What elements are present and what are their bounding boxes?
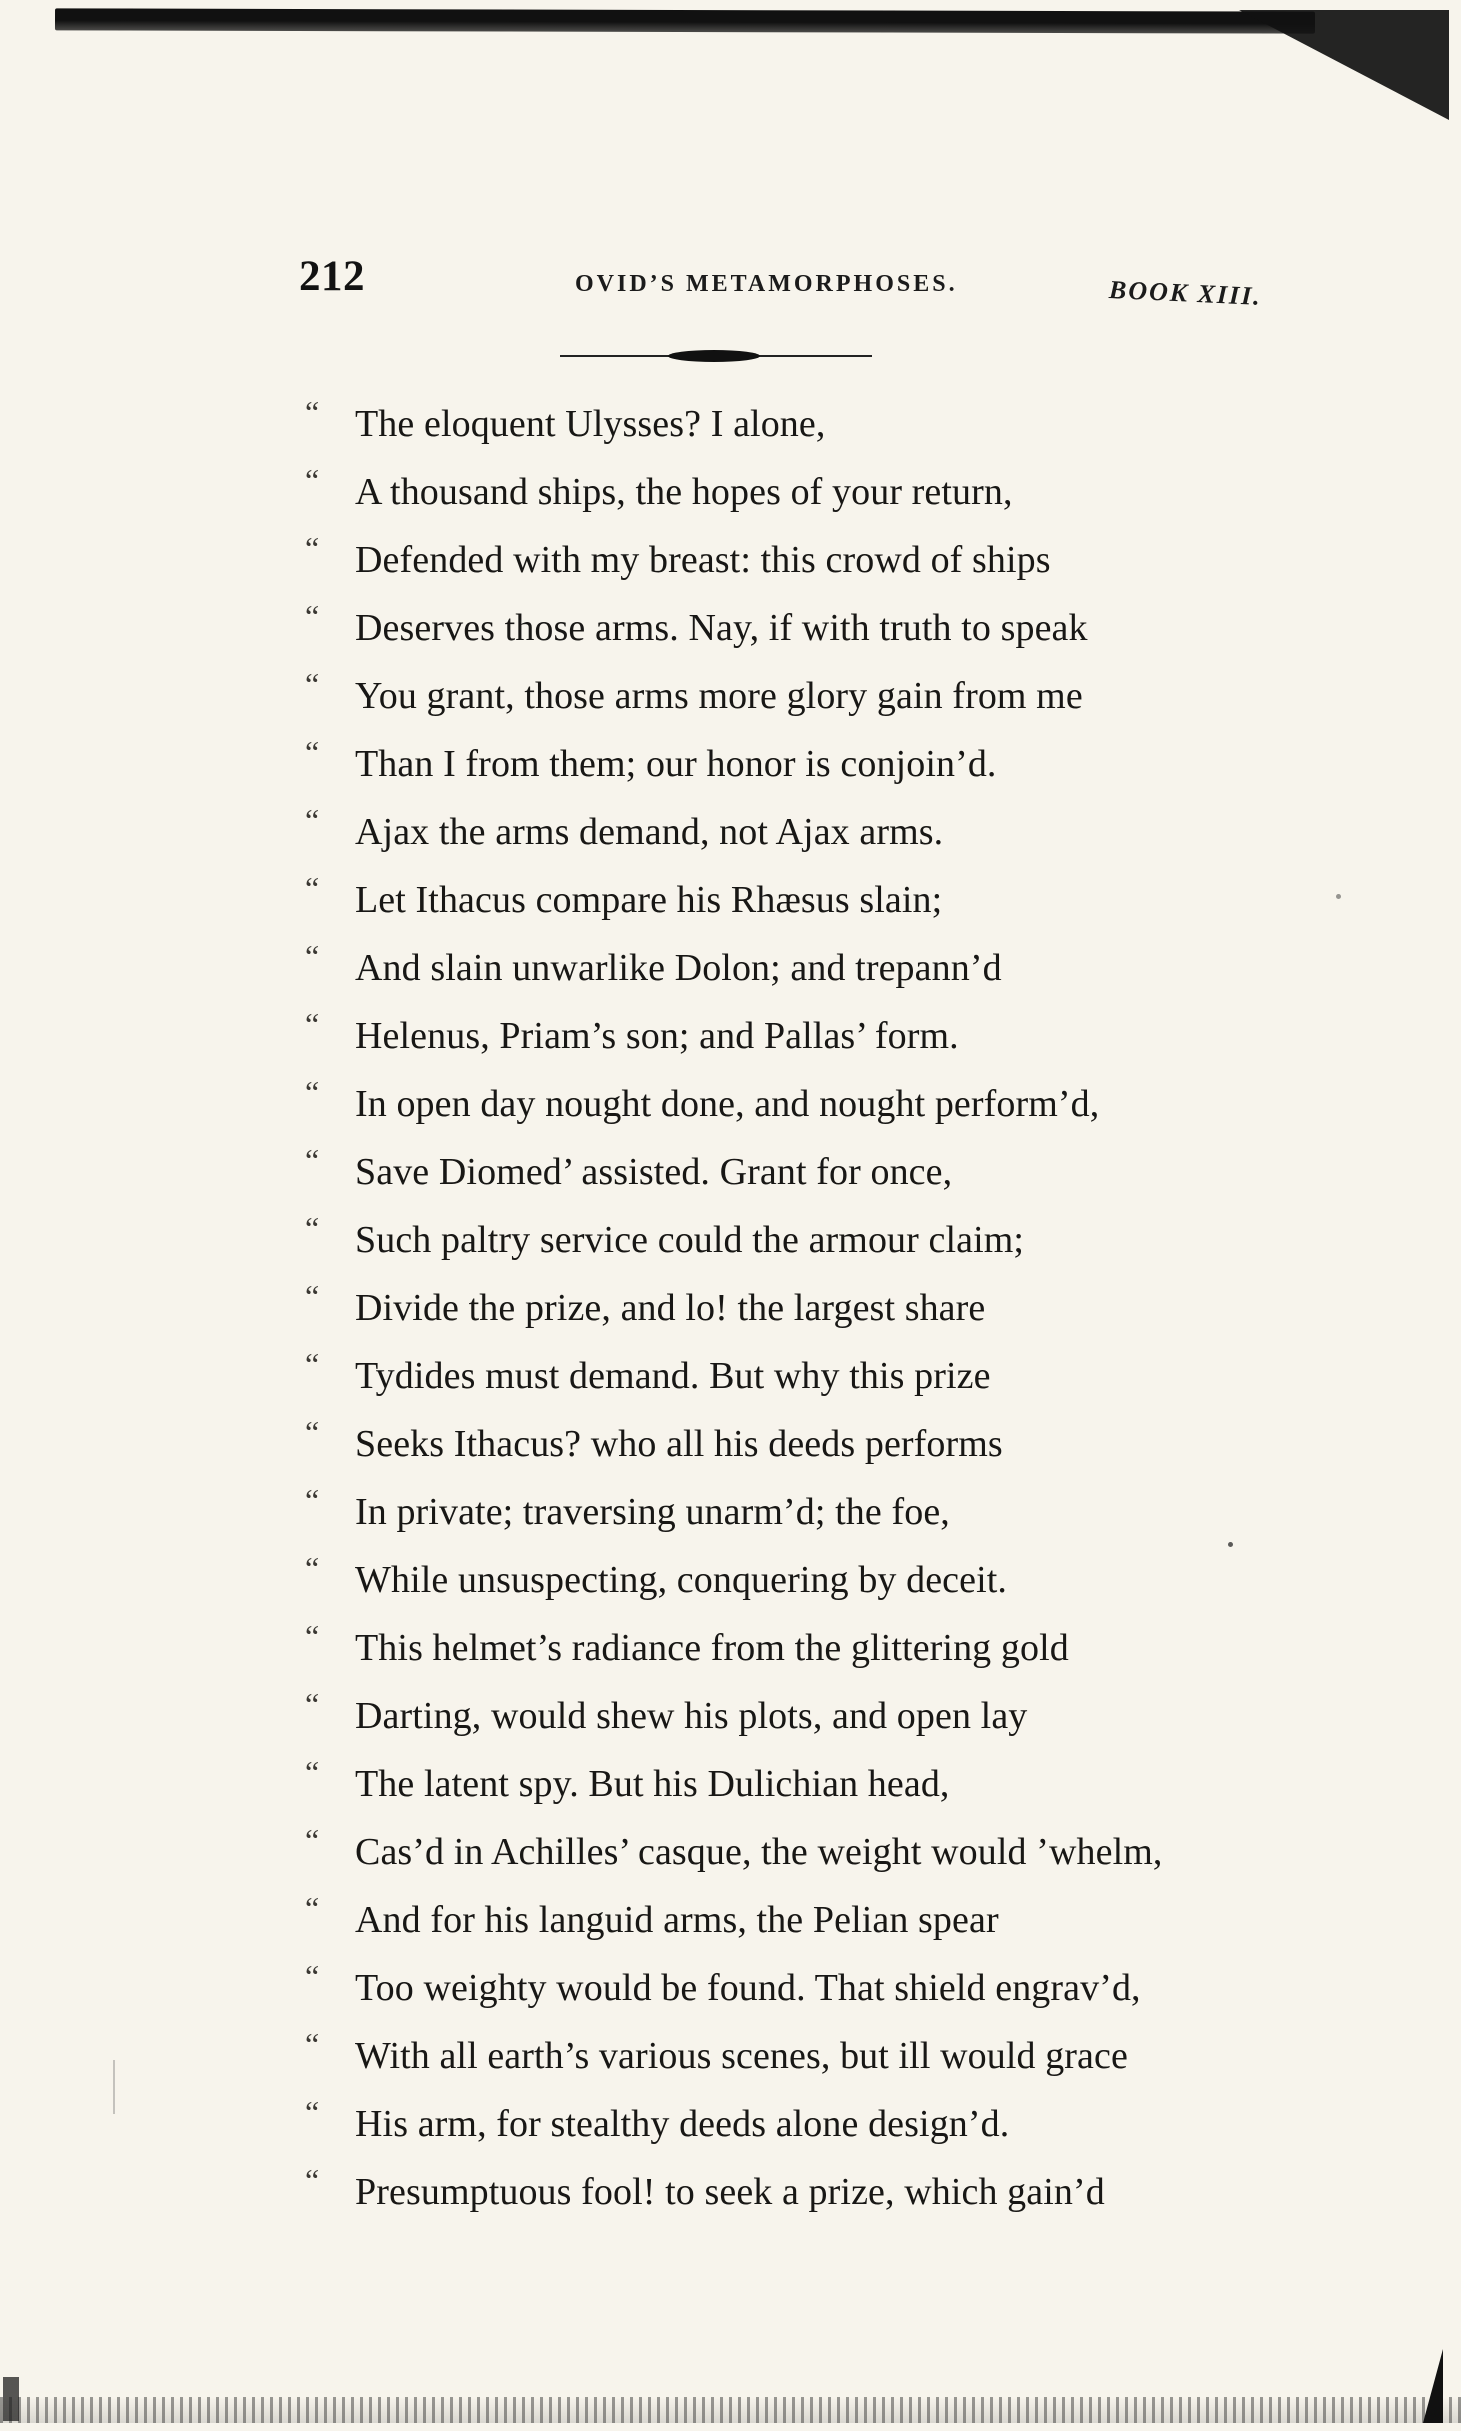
- header-ornament: [560, 348, 872, 364]
- ink-speck: [1228, 1542, 1233, 1547]
- verse-line: [305, 1070, 1345, 1138]
- opening-quote-mark: “: [305, 1822, 320, 1858]
- verse-line: [305, 1818, 1345, 1886]
- running-head: OVID’S METAMORPHOSES.: [575, 271, 958, 297]
- verse-text: Let Ithacus compare his Rhæsus slain;: [355, 879, 943, 921]
- verse-text: Darting, would shew his plots, and open lay: [355, 1695, 1028, 1737]
- verse-text: The latent spy. But his Dulichian head,: [355, 1763, 950, 1805]
- verse-line: [305, 1002, 1345, 1070]
- verse-line: [305, 1954, 1345, 2022]
- book-label: BOOK XIII.: [1108, 275, 1263, 311]
- opening-quote-mark: “: [305, 1210, 320, 1246]
- opening-quote-mark: “: [305, 2026, 320, 2062]
- verse-text: Save Diomed’ assisted. Grant for once,: [355, 1151, 953, 1193]
- verse-text: And slain unwarlike Dolon; and trepann’d: [355, 947, 1002, 989]
- verse-text: Too weighty would be found. That shield engrav’d,: [355, 1967, 1141, 2009]
- verse-line: [305, 1546, 1345, 1614]
- opening-quote-mark: “: [305, 1482, 320, 1518]
- verse-line: [305, 1342, 1345, 1410]
- verse-text: With all earth’s various scenes, but ill would grace: [355, 2035, 1128, 2077]
- verse-text: You grant, those arms more glory gain from me: [355, 675, 1083, 717]
- verse-line: [305, 1206, 1345, 1274]
- verse-line: [305, 1274, 1345, 1342]
- opening-quote-mark: “: [305, 2162, 320, 2198]
- verse-line: [305, 662, 1345, 730]
- verse-text: This helmet’s radiance from the glittering gold: [355, 1627, 1069, 1669]
- opening-quote-mark: “: [305, 1142, 320, 1178]
- verse-text: Helenus, Priam’s son; and Pallas’ form.: [355, 1015, 959, 1057]
- opening-quote-mark: “: [305, 462, 320, 498]
- verse-text: And for his languid arms, the Pelian spear: [355, 1899, 999, 1941]
- opening-quote-mark: “: [305, 530, 320, 566]
- opening-quote-mark: “: [305, 1890, 320, 1926]
- opening-quote-mark: “: [305, 394, 320, 430]
- opening-quote-mark: “: [305, 1414, 320, 1450]
- verse-text: In private; traversing unarm’d; the foe,: [355, 1491, 950, 1533]
- verse-text: Ajax the arms demand, not Ajax arms.: [355, 811, 944, 853]
- verse-line: [305, 458, 1345, 526]
- verse-line: [305, 1886, 1345, 1954]
- opening-quote-mark: “: [305, 1618, 320, 1654]
- ink-speck: [1336, 894, 1341, 899]
- page-header: [295, 252, 1315, 332]
- verse-line: [305, 2158, 1345, 2226]
- page-number: 212: [299, 253, 365, 300]
- verse-line: [305, 798, 1345, 866]
- opening-quote-mark: “: [305, 802, 320, 838]
- bottom-right-scan-mark: [1423, 2349, 1443, 2423]
- top-right-dark-corner: [1239, 10, 1449, 120]
- verse-text: Divide the prize, and lo! the largest share: [355, 1287, 986, 1329]
- verse-line: [305, 2090, 1345, 2158]
- verse-text: Cas’d in Achilles’ casque, the weight would ’whelm,: [355, 1831, 1163, 1873]
- opening-quote-mark: “: [305, 2094, 320, 2130]
- opening-quote-mark: “: [305, 598, 320, 634]
- verse-text: While unsuspecting, conquering by deceit.: [355, 1559, 1008, 1601]
- verse-line: [305, 866, 1345, 934]
- verse-line: [305, 390, 1345, 458]
- opening-quote-mark: “: [305, 1074, 320, 1110]
- verse-line: [305, 730, 1345, 798]
- verse-text: In open day nought done, and nought perform’d,: [355, 1083, 1100, 1125]
- opening-quote-mark: “: [305, 1686, 320, 1722]
- opening-quote-mark: “: [305, 870, 320, 906]
- verse-text: Tydides must demand. But why this prize: [355, 1355, 991, 1397]
- verse-line: [305, 594, 1345, 662]
- verse-line: [305, 1750, 1345, 1818]
- bottom-scan-edge: [0, 2397, 1461, 2423]
- verse-line: [305, 2022, 1345, 2090]
- verse-text: Defended with my breast: this crowd of ships: [355, 539, 1051, 581]
- verse-line: [305, 1682, 1345, 1750]
- verse-text: Than I from them; our honor is conjoin’d.: [355, 743, 997, 785]
- verse-line: [305, 934, 1345, 1002]
- opening-quote-mark: “: [305, 734, 320, 770]
- verse-text: Deserves those arms. Nay, if with truth to speak: [355, 607, 1088, 649]
- ornament-center: [668, 350, 760, 362]
- verse-text: Seeks Ithacus? who all his deeds performs: [355, 1423, 1003, 1465]
- opening-quote-mark: “: [305, 1006, 320, 1042]
- verse-text: His arm, for stealthy deeds alone design’d.: [355, 2103, 1010, 2145]
- verse-line: [305, 526, 1345, 594]
- opening-quote-mark: “: [305, 1958, 320, 1994]
- opening-quote-mark: “: [305, 938, 320, 974]
- verse-line: [305, 1410, 1345, 1478]
- verse-line: [305, 1478, 1345, 1546]
- opening-quote-mark: “: [305, 1550, 320, 1586]
- opening-quote-mark: “: [305, 666, 320, 702]
- top-black-border: [55, 8, 1315, 33]
- poem-text-block: [305, 390, 1365, 2280]
- verse-line: [305, 1614, 1345, 1682]
- verse-line: [305, 1138, 1345, 1206]
- margin-mark: [113, 2060, 115, 2114]
- opening-quote-mark: “: [305, 1754, 320, 1790]
- verse-text: A thousand ships, the hopes of your return,: [355, 471, 1013, 513]
- opening-quote-mark: “: [305, 1346, 320, 1382]
- opening-quote-mark: “: [305, 1278, 320, 1314]
- verse-text: Such paltry service could the armour claim;: [355, 1219, 1025, 1261]
- verse-text: The eloquent Ulysses? I alone,: [355, 403, 826, 445]
- verse-text: Presumptuous fool! to seek a prize, which gain’d: [355, 2171, 1105, 2213]
